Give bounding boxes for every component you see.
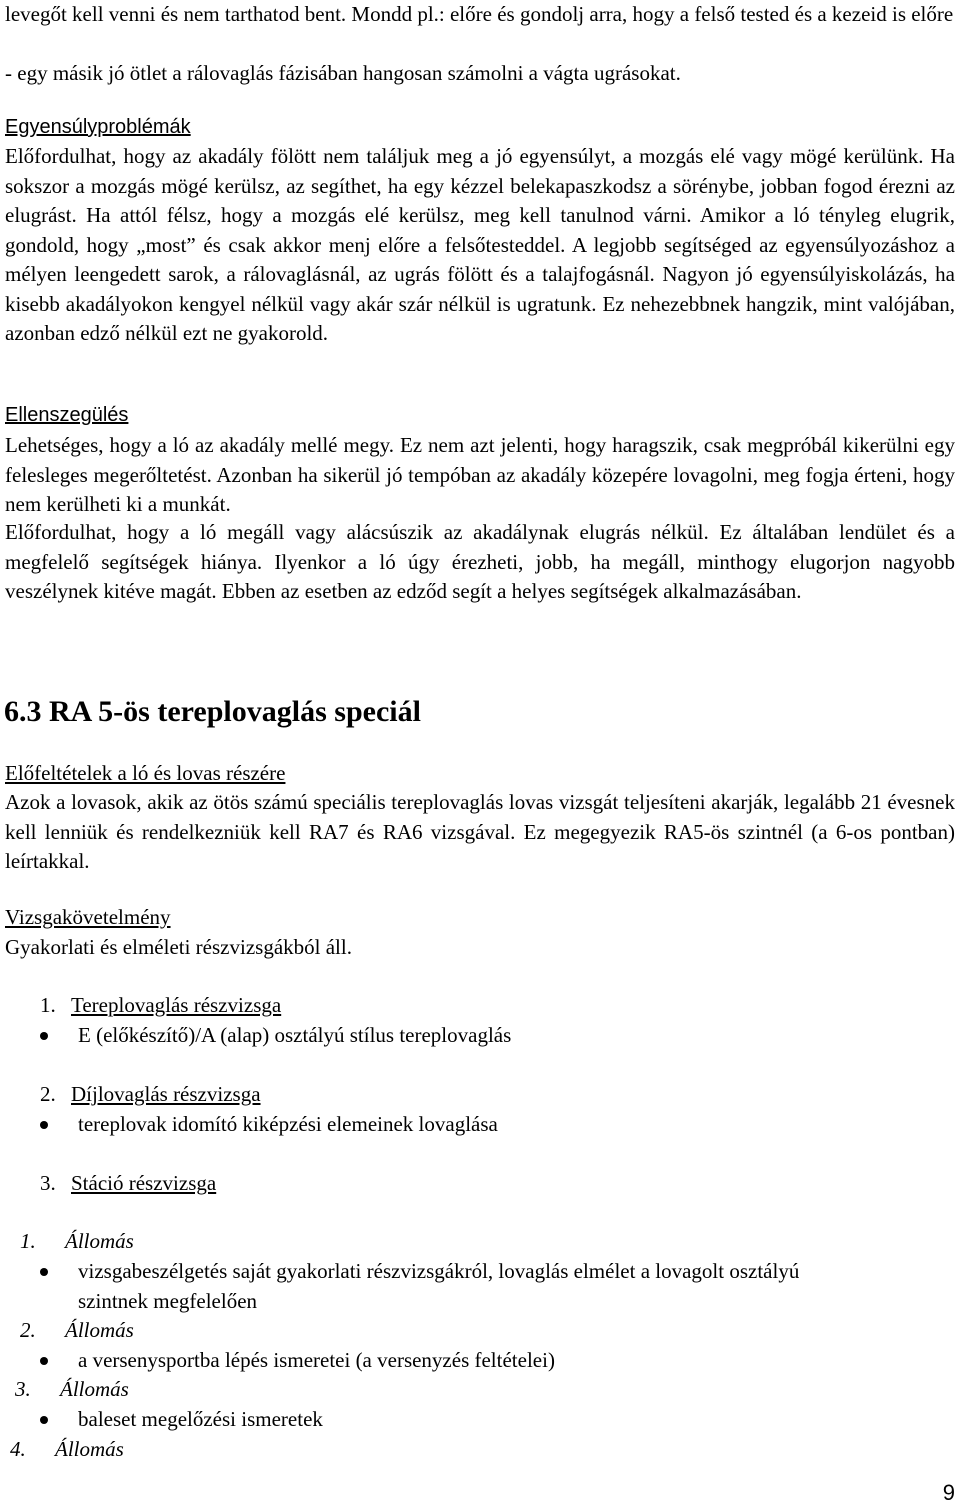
station-number: 4.	[10, 1437, 26, 1461]
balance-paragraph: Előfordulhat, hogy az akadály fölött nem találjuk meg a jó egyensúlyt, a mozgás elé vagy mögé kerülünk. Ha sokszor a mozgás mögé kerülsz, az segíthet, ha egy kézzel belekapaszkodsz a sörénybe, jobban fogod érezni az elugrást. Ha attól félsz, hogy a mozgás elé kerülsz, meg kell tanulnod várni. Amikor a ló tényleg elugrik, gondold, hogy „most” és csak akkor menj előre a felsőtesteddel. A legjobb segítséged az egyensúlyozáshoz a mélyen leengedett sarok, a rálovaglásnál, az ugrás fölött és a talajfogásnál. Nagyon jó egyensúlyiskolázás, ha kisebb akadályokon kengyel nélkül vagy akár szár nélkül is ugratunk. Ez nehezebbnek hangzik, mint valójában, azonban edző nélkül ezt ne gyakorold.	[5, 144, 955, 345]
station-1	[20, 1227, 134, 1257]
page-number: 9	[942, 1480, 955, 1505]
station-label: Állomás	[60, 1377, 129, 1401]
bullet-icon	[40, 1416, 48, 1424]
station-4	[10, 1435, 124, 1465]
exam-part-2-bullet: tereplovak idomító kiképzési elemeinek lovaglása	[78, 1112, 498, 1136]
exam-part-number: 3.	[40, 1171, 56, 1195]
exam-part-number: 2.	[40, 1082, 56, 1106]
exam-part-1-bullet: E (előkészítő)/A (alap) osztályú stílus tereplovaglás	[78, 1023, 512, 1047]
exam-part-title: Stáció részvizsga	[71, 1171, 217, 1195]
station-1-bullet-cont: szintnek megfelelően	[78, 1289, 258, 1313]
refusal-paragraph-1: Lehetséges, hogy a ló az akadály mellé megy. Ez nem azt jelenti, hogy haragszik, csak megpróbál kikerülni egy felesleges megerőltetést. Azonban ha sikerül jó tempóban az akadály közepére lovagolni, meg fogja érteni, hogy nem kerülheti ki a munkát.	[5, 433, 955, 516]
intro-paragraph-2: - egy másik jó ötlet a rálovaglás fázisában hangosan számolni a vágta ugrásokat.	[5, 61, 681, 85]
station-number: 2.	[20, 1318, 36, 1342]
exam-part-title: Díjlovaglás részvizsga	[71, 1082, 261, 1106]
station-number: 1.	[20, 1229, 36, 1253]
balance-heading: Egyensúlyproblémák	[5, 116, 191, 138]
station-1-bullet: vizsgabeszélgetés saját gyakorlati részvizsgákról, lovaglás elmélet a lovagolt osztályú	[78, 1259, 800, 1283]
exam-intro: Gyakorlati és elméleti részvizsgákból áll.	[5, 935, 352, 959]
exam-part-2	[40, 1080, 261, 1110]
exam-part-title: Tereplovaglás részvizsga	[71, 993, 282, 1017]
refusal-paragraph-2: Előfordulhat, hogy a ló megáll vagy alácsúszik az akadálynak elugrás nélkül. Ez általában lendület és a megfelelő segítségek hiánya. Ilyenkor a ló úgy érezheti, jobb, ha megáll, minthogy elugorjon nagyobb veszélynek kitéve magát. Ebben az esetben az edződ segít a helyes segítségek alkalmazásában.	[5, 520, 955, 603]
bullet-icon	[40, 1032, 48, 1040]
exam-part-number: 1.	[40, 993, 56, 1017]
exam-part-1	[40, 991, 281, 1021]
station-2	[20, 1316, 134, 1346]
bullet-icon	[40, 1121, 48, 1129]
prereq-paragraph: Azok a lovasok, akik az ötös számú speciális tereplovaglás lovas vizsgát teljesíteni akarják, legalább 21 évesnek kell lenniük és rendelkezniük kell RA7 és RA6 vizsgával. Ez megegyezik RA5-ös szintnél (a 6-os pontban) leírtakkal.	[5, 790, 955, 873]
station-label: Állomás	[65, 1318, 134, 1342]
station-number: 3.	[15, 1377, 31, 1401]
station-label: Állomás	[55, 1437, 124, 1461]
bullet-icon	[40, 1357, 48, 1365]
bullet-icon	[40, 1268, 48, 1276]
chapter-title: 6.3 RA 5-ös tereplovaglás speciál	[4, 695, 421, 728]
intro-paragraph: levegőt kell venni és nem tarthatod bent. Mondd pl.: előre és gondolj arra, hogy a felső tested és a kezeid is előre	[5, 2, 954, 26]
refusal-heading: Ellenszegülés	[5, 404, 129, 426]
station-3	[15, 1375, 129, 1405]
station-2-bullet: a versenysportba lépés ismeretei (a versenyzés feltételei)	[78, 1348, 555, 1372]
station-3-bullet: baleset megelőzési ismeretek	[78, 1407, 323, 1431]
exam-heading: Vizsgakövetelmény	[5, 905, 171, 929]
station-label: Állomás	[65, 1229, 134, 1253]
exam-part-3	[40, 1169, 216, 1199]
prereq-heading: Előfeltételek a ló és lovas részére	[5, 761, 286, 785]
